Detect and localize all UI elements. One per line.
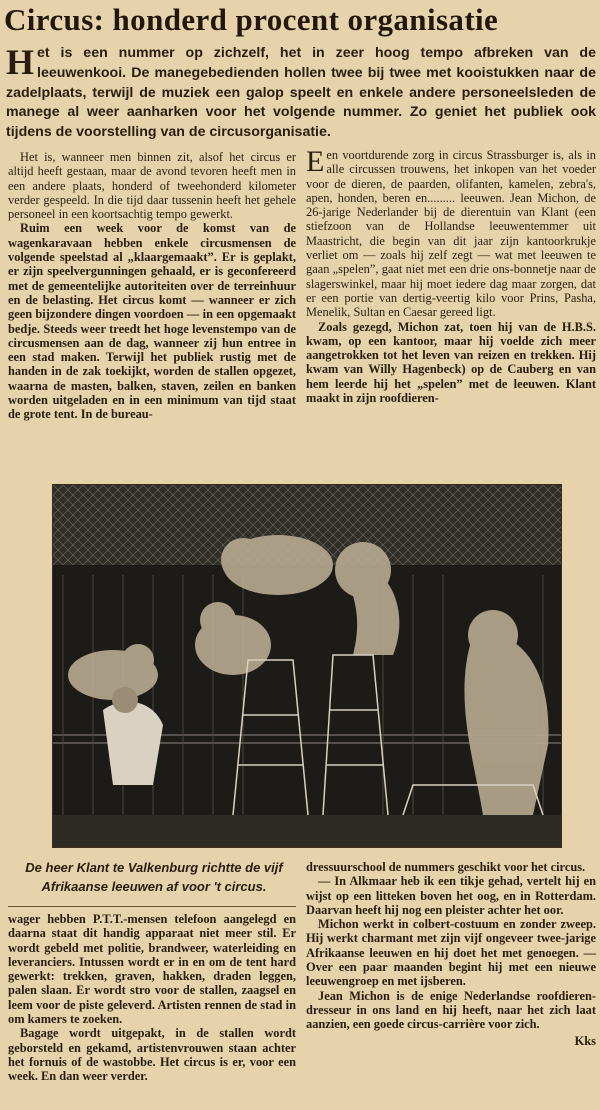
column-1-paragraph: Het is, wanneer men binnen zit, alsof het circus er altijd heeft gestaan, maar de avond tevoren heeft men in een andere plaats, honderd of tweehonderd kilometer verder gespeeld. In die tijd daar tussenin heeft het gehele personeel in een koortsachtig tempo gewerkt. bbox=[8, 150, 296, 222]
headline: Circus: honderd procent organisatie bbox=[4, 2, 499, 37]
column-2-text: en voortdurende zorg in circus Strassburger is, als in alle circussen trouwens, het inkopen van het voeder voor de dieren, de paarden, olifanten, kamelen, zebra's, apen, honden, beren en......... leeuwen. Jean Michon, de 26-jarige Nederlander bij de dierentuin van Klant (een stiefzoon van de Hollandse leeuwentemmer uit Maastricht, die begin van dit jaar zijn kantoorkrukje verliet om — zoals hij zelf zegt — wat met leeuwen te gaan „spelen”, gaat niet met een drie ons-bonnetje naar de slagerswinkel, maar hij moet iedere dag maar zorgen, dat er een portie van dertig-veertig kilo voor Prins, Pasha, Menelik, Sultan en Caesar gereed ligt. bbox=[306, 148, 596, 320]
lion-photo-illustration bbox=[53, 485, 561, 847]
column-3 bbox=[8, 912, 296, 1084]
column-4-paragraph: dressuurschool de nummers geschikt voor het circus. bbox=[306, 860, 586, 874]
column-1 bbox=[8, 150, 296, 422]
column-2-paragraph: Zoals gezegd, Michon zat, toen hij van de H.B.S. kwam, op een kantoor, maar hij voelde zich meer aangetrokken tot het leven van reizen en trekken. Hij kwam van Willy Hagenbeck) op de Cauberg en van hem leerde hij het „spelen” met de leeuwen. Klant maakt in zijn roofdieren- bbox=[306, 319, 596, 406]
author-signature: Kks bbox=[574, 1033, 596, 1048]
column-1-paragraph: Ruim een week voor de komst van de wagenkaravaan hebben enkele circusmensen de volgende speelstad al „klaargemaakt”. Er is geplakt, er zijn speelvergunningen gehaald, er is geconfereerd met de gemeentelijke autoriteiten over de terreinhuur en de belasting. Het circus komt — wanneer er zich geen bijzondere dingen voordoen — in een opgemaakt bedje. Steeds weer treedt het hoge levenstempo van de circusmensen aan de dag, wanneer zij hun entree in een stad maken. Terwijl het publiek rustig met de handen in de zak toekijkt, worden de stallen opgezet, waarna de masten, balken, staven, zeilen en banken worden uitgeladen en in een minimum van tijd staat de grote tent. In de bureau- bbox=[8, 221, 296, 422]
column-2-drop-cap: E bbox=[306, 145, 325, 178]
column-3-paragraph: wager hebben P.T.T.-mensen telefoon aangelegd en daarna staat dit handig apparaat niet meer stil. Er wordt gebeld met politie, brandweer, waterleiding en leveranciers. Intussen wordt er in en om de tent hard gewerkt: trekken, graven, hakken, draden leggen, palen slaan. Er wordt stro voor de stallen, zaagsel en leem voor de piste geleverd. Artisten rennen de stad in om kamers te zoeken. bbox=[8, 912, 296, 1027]
column-2-paragraph bbox=[306, 145, 596, 320]
intro-text: et is een nummer op zichzelf, het in zeer hoog tempo afbreken van de leeuwenkooi. De manegebedienden hollen twee bij twee met kooistukken naar de zadelplaats, terwijl de muziek een galop speelt en enkele andere personeelsleden de manege al weer aanharken voor het volgende nummer. Zo geniet het publiek ook tijdens de voorstelling van de circusorganisatie. bbox=[6, 45, 596, 141]
column-4-paragraph: Jean Michon is de enige Nederlandse roofdieren-dresseur in ons land en hij heeft, naar het zich laat aanzien, een goede circus-carrière voor zich. bbox=[306, 988, 596, 1032]
column-2 bbox=[306, 145, 596, 406]
intro-paragraph bbox=[6, 44, 596, 143]
column-3-paragraph: Bagage wordt uitgepakt, in de stallen wordt geborsteld en gekamd, artistenvrouwen staan achter het fornuis of de wastobbe. Het circus is er, voor een week. En dan weer verder. bbox=[8, 1026, 296, 1084]
column-4 bbox=[306, 860, 596, 1048]
column-4-paragraph: Michon werkt in colbert-costuum en zonder zweep. Hij werkt charmant met zijn vijf ongeveer twee-jarige Afrikaanse leeuwen en hij doet het met genoegen. — Over een paar maanden begint hij met een nieuwe leeuwengroep en met ijsberen. bbox=[306, 917, 596, 989]
intro-drop-cap: H bbox=[6, 42, 35, 82]
photo-caption: De heer Klant te Valkenburg richtte de vijf Afrikaanse leeuwen af voor 't circus. bbox=[25, 860, 283, 894]
caption-divider bbox=[8, 906, 296, 907]
lion-photo bbox=[52, 484, 562, 848]
column-4-paragraph: — In Alkmaar heb ik een tikje gehad, vertelt hij en wijst op een litteken boven het oog, en in Rotterdam. Daarvan heeft hij nog een pleister achter het oor. bbox=[306, 874, 596, 917]
